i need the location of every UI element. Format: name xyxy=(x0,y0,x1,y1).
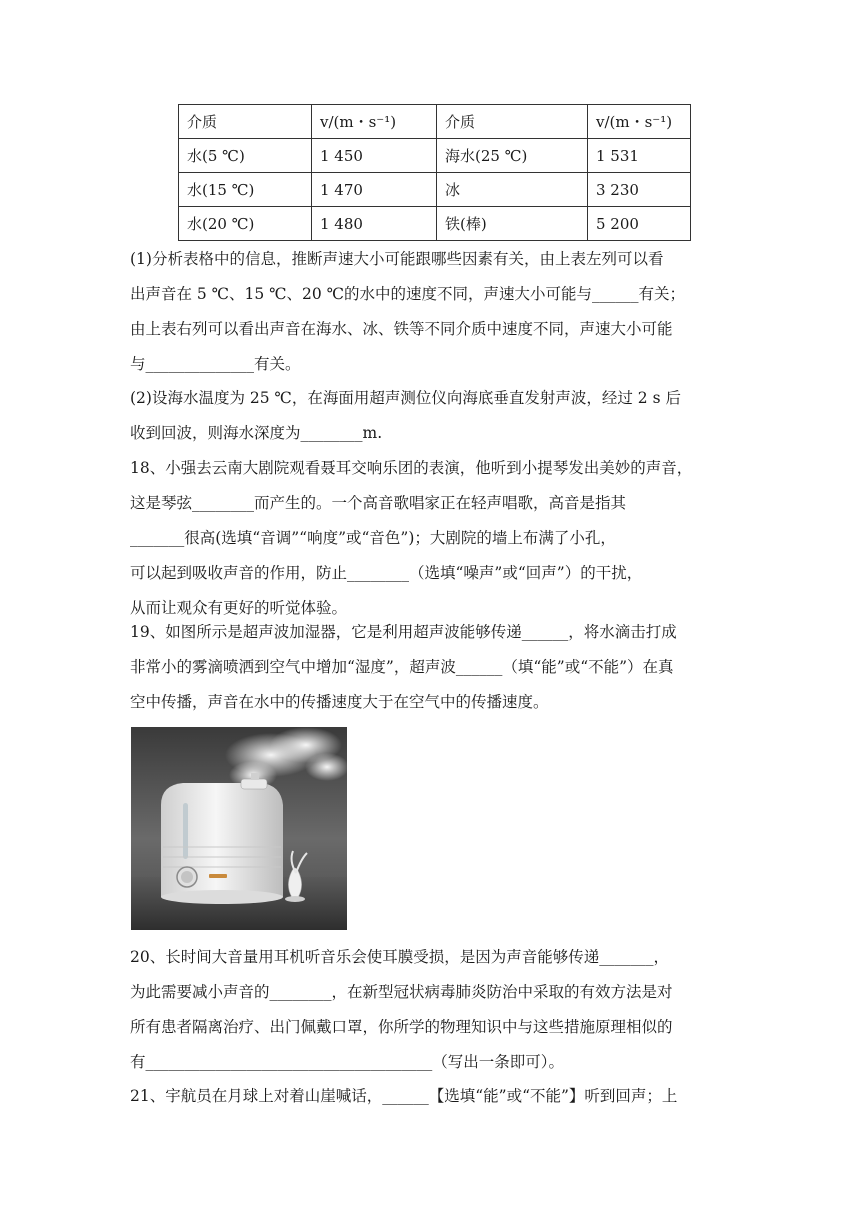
table-cell: 水(20 ℃) xyxy=(179,207,312,241)
text-line: 出声音在 5 ℃、15 ℃、20 ℃的水中的速度不同，声速大小可能与______有关； xyxy=(130,285,686,303)
text-line: (2)设海水温度为 25 ℃，在海面用超声测位仪向海底垂直发射声波，经过 2 s 后 xyxy=(130,389,681,407)
question-20 xyxy=(130,940,740,1080)
text-line: 18、小强去云南大剧院观看聂耳交响乐团的表演，他听到小提琴发出美妙的声音， xyxy=(130,459,693,477)
text-line: (1)分析表格中的信息，推断声速大小可能跟哪些因素有关，由上表左列可以看 xyxy=(130,250,664,268)
text-line: 这是琴弦________而产生的。一个高音歌唱家正在轻声唱歌，高音是指其 xyxy=(130,494,627,512)
question-17-part-1 xyxy=(130,242,740,382)
table-cell: 3 230 xyxy=(588,173,691,207)
text-line: 所有患者隔离治疗、出门佩戴口罩，你所学的物理知识中与这些措施原理相似的 xyxy=(130,1018,673,1036)
text-line: 可以起到吸收声音的作用，防止________（选填“噪声”或“回声”）的干扰， xyxy=(130,564,643,582)
table-row xyxy=(179,173,691,207)
question-18 xyxy=(130,451,740,626)
table-cell: 1 531 xyxy=(588,139,691,173)
table-header-row xyxy=(179,105,691,139)
table-row xyxy=(179,207,691,241)
table-header-cell: 介质 xyxy=(179,105,312,139)
table-cell: 1 470 xyxy=(312,173,437,207)
text-line: 19、如图所示是超声波加湿器，它是利用超声波能够传递______，将水滴击打成 xyxy=(130,623,677,641)
text-line: 21、宇航员在月球上对着山崖喊话，______【选填“能”或“不能”】听到回声；上 xyxy=(130,1087,678,1105)
table-cell: 冰 xyxy=(437,173,588,207)
table-cell: 水(15 ℃) xyxy=(179,173,312,207)
sound-speed-table xyxy=(178,104,691,241)
table-header-cell: v/(m・s⁻¹) xyxy=(588,105,691,139)
table-header-cell: v/(m・s⁻¹) xyxy=(312,105,437,139)
table-cell: 铁(棒) xyxy=(437,207,588,241)
question-19 xyxy=(130,615,740,720)
text-line: 非常小的雾滴喷洒到空气中增加“湿度”，超声波______（填“能”或“不能”）在真 xyxy=(130,658,674,676)
table-cell: 5 200 xyxy=(588,207,691,241)
text-line: 由上表右列可以看出声音在海水、冰、铁等不同介质中速度不同，声速大小可能 xyxy=(130,320,673,338)
text-line: _______很高(选填“音调”“响度”或“音色”)；大剧院的墙上布满了小孔， xyxy=(130,529,616,547)
text-line: 空中传播，声音在水中的传播速度大于在空气中的传播速度。 xyxy=(130,693,549,711)
humidifier-photo xyxy=(131,727,347,930)
question-17-part-2 xyxy=(130,381,740,451)
text-line: 有_____________________________________（写出一条即可）。 xyxy=(130,1053,565,1071)
table-cell: 海水(25 ℃) xyxy=(437,139,588,173)
text-line: 20、长时间大音量用耳机听音乐会使耳膜受损，是因为声音能够传递_______， xyxy=(130,948,669,966)
table-cell: 1 450 xyxy=(312,139,437,173)
table-row xyxy=(179,139,691,173)
table-header-cell: 介质 xyxy=(437,105,588,139)
text-line: 与______________有关。 xyxy=(130,355,301,373)
table-cell: 1 480 xyxy=(312,207,437,241)
question-21 xyxy=(130,1079,740,1114)
text-line: 从而让观众有更好的听觉体验。 xyxy=(130,599,348,617)
ultrasonic-humidifier-icon xyxy=(131,727,347,930)
text-line: 收到回波，则海水深度为________m. xyxy=(130,424,383,442)
text-line: 为此需要减小声音的________，在新型冠状病毒肺炎防治中采取的有效方法是对 xyxy=(130,983,673,1001)
table-cell: 水(5 ℃) xyxy=(179,139,312,173)
